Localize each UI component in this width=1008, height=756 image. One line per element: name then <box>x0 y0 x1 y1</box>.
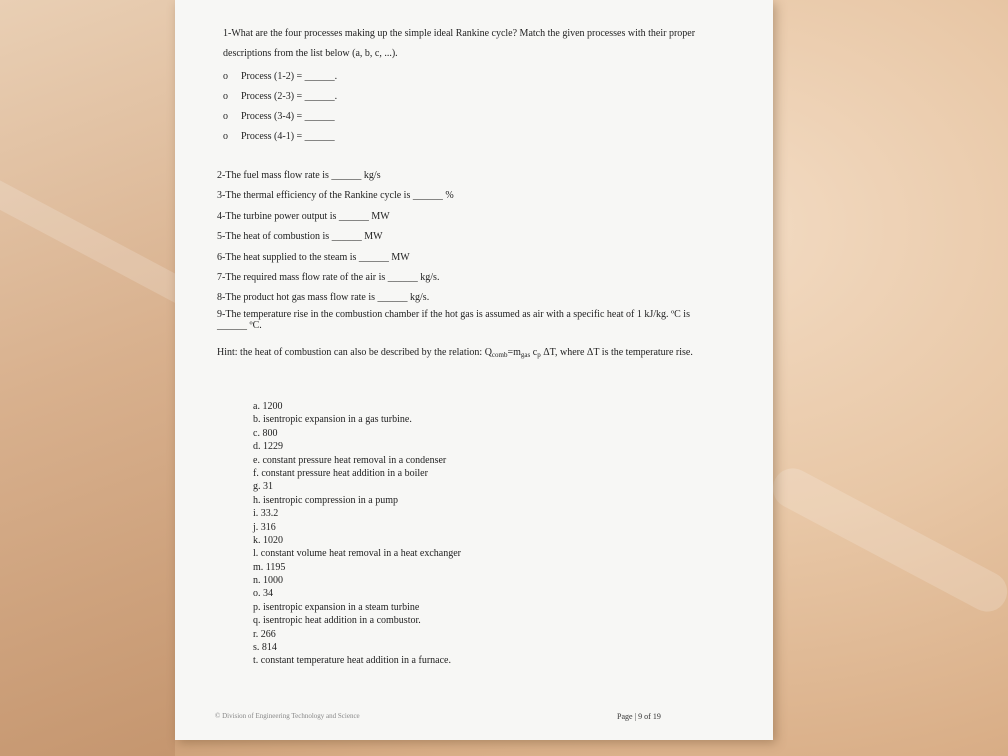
question-item: 5-The heat of combustion is ______ MW <box>217 231 383 243</box>
option-item: m. 1195 <box>253 561 286 573</box>
option-item: d. 1229 <box>253 441 283 453</box>
question-9: 9-The temperature rise in the combustion chamber if the hot gas is assumed as air with a specific heat of 1 kJ/kg. ºC is ______ ºC. <box>217 309 690 331</box>
option-item: g. 31 <box>253 481 273 493</box>
option-item: q. isentropic heat addition in a combustor. <box>253 615 421 627</box>
option-item: e. constant pressure heat removal in a condenser <box>253 454 447 466</box>
option-item: n. 1000 <box>253 575 283 587</box>
option-item: t. constant temperature heat addition in a furnace. <box>253 655 451 667</box>
option-item: a. 1200 <box>253 401 283 412</box>
light-streak <box>766 461 1008 618</box>
bullet-icon: o <box>223 131 228 142</box>
option-item: f. constant pressure heat addition in a boiler <box>253 467 428 479</box>
page-number: Page | 9 of 19 <box>617 712 661 721</box>
option-item: b. isentropic expansion in a gas turbine. <box>253 414 412 426</box>
option-item: r. 266 <box>253 628 276 640</box>
process-item: o Process (3-4) = ______ <box>223 107 337 127</box>
hint-text: Hint: the heat of combustion can also be described by the relation: $Q_{comb}=m_{gas}$ $c_p$ ΔT, where ΔT is the temperature rise. <box>217 347 693 359</box>
option-item: h. isentropic compression in a pump <box>253 494 398 506</box>
option-item: s. 814 <box>253 642 277 654</box>
question-item: 2-The fuel mass flow rate is ______ kg/s <box>217 170 381 181</box>
option-item: p. isentropic expansion in a steam turbine <box>253 601 420 613</box>
process-list <box>223 67 337 147</box>
answer-options <box>253 400 461 668</box>
table-surface-left <box>0 0 175 756</box>
document-page <box>175 0 773 740</box>
process-item: o Process (2-3) = ______. <box>223 87 337 107</box>
question-item: 3-The thermal efficiency of the Rankine cycle is ______ % <box>217 190 454 202</box>
question-item: 6-The heat supplied to the steam is ______ MW <box>217 251 410 263</box>
bullet-icon: o <box>223 71 228 82</box>
question-list <box>217 166 454 309</box>
process-item: o Process (1-2) = ______. <box>223 67 337 87</box>
option-item: k. 1020 <box>253 534 283 546</box>
process-item: o Process (4-1) = ______ <box>223 127 337 147</box>
question-item: 8-The product hot gas mass flow rate is ______ kg/s. <box>217 292 430 304</box>
question-item: 4-The turbine power output is ______ MW <box>217 210 390 222</box>
bullet-icon: o <box>223 91 228 102</box>
option-item: c. 800 <box>253 427 278 439</box>
bullet-icon: o <box>223 111 228 122</box>
option-item: i. 33.2 <box>253 508 279 520</box>
option-item: j. 316 <box>253 521 276 533</box>
option-item: o. 34 <box>253 588 273 600</box>
footer-copyright: © Division of Engineering Technology and Science <box>215 712 360 720</box>
question-1: 1-What are the four processes making up the simple ideal Rankine cycle? Match the given processes with their proper descriptions from the list below (a, b, c, ...). <box>223 28 696 59</box>
option-item: l. constant volume heat removal in a heat exchanger <box>253 548 461 560</box>
question-item: 7-The required mass flow rate of the air is ______ kg/s. <box>217 271 440 283</box>
